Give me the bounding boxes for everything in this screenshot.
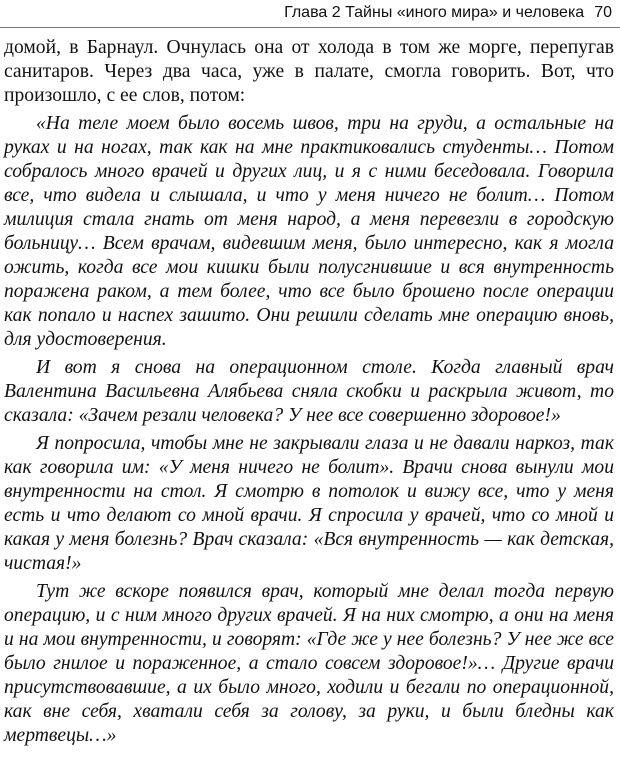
quote-paragraph-2: И вот я снова на операционном столе. Когда главный врач Валентина Васильевна Алябьева сняла скобки и раскрыла живот, то сказала: «Зачем резали человека? У нее все совершенно здоровое!» <box>4 357 614 426</box>
running-header <box>0 0 620 28</box>
paragraph-continuation: домой, в Барнаул. Очнулась она от холода в том же морге, перепугав санитаров. Через два часа, уже в палате, смогла говорить. Вот, что произошло, с ее слов, потом: <box>4 37 614 106</box>
chapter-title: Глава 2 Тайны «иного мира» и человека <box>284 4 585 21</box>
page-number: 70 <box>594 4 612 21</box>
quote-paragraph-1: «На теле моем было восемь швов, три на груди, а остальные на руках и на ногах, так как на мне практиковались студенты… Потом собралось много врачей и других лиц, и я с ними беседовала. Говорила все, что видела и слышала, и что у меня ничего не болит… Потом милиция стала гнать от меня народ, а меня перевезли в городскую больницу… Всем врачам, видевшим меня, было интересно, как я могла ожить, когда все мои кишки были полусгнившие и вся внутренность поражена раком, а тем более, что все было брошено после операции как попало и наспех зашито. Они решили сделать мне операцию вновь, для удостоверения. <box>4 113 614 350</box>
page-body <box>4 36 614 752</box>
quote-paragraph-3: Я попросила, чтобы мне не закрывали глаза и не давали наркоз, так как говорила им: «У меня ничего не болит». Врачи снова вынули мои внутренности на стол. Я смотрю в потолок и вижу все, что у меня есть и что делают со мной врачи. Я спросила у врачей, что со мной и какая у меня болезнь? Врач сказала: «Вся внутренность — как детская, чистая!» <box>4 433 614 574</box>
quote-paragraph-4: Тут же вскоре появился врач, который мне делал тогда первую операцию, и с ним много других врачей. Я на них смотрю, а они на меня и на мои внутренности, и говорят: «Где же у нее болезнь? У нее же все было гнилое и пораженное, а стало совсем здоровое!»… Другие врачи присутствовавшие, а их было много, ходили и бегали по операционной, как вне себя, хватали себя за голову, за руки, и были бледны как мертвецы…» <box>4 581 614 746</box>
